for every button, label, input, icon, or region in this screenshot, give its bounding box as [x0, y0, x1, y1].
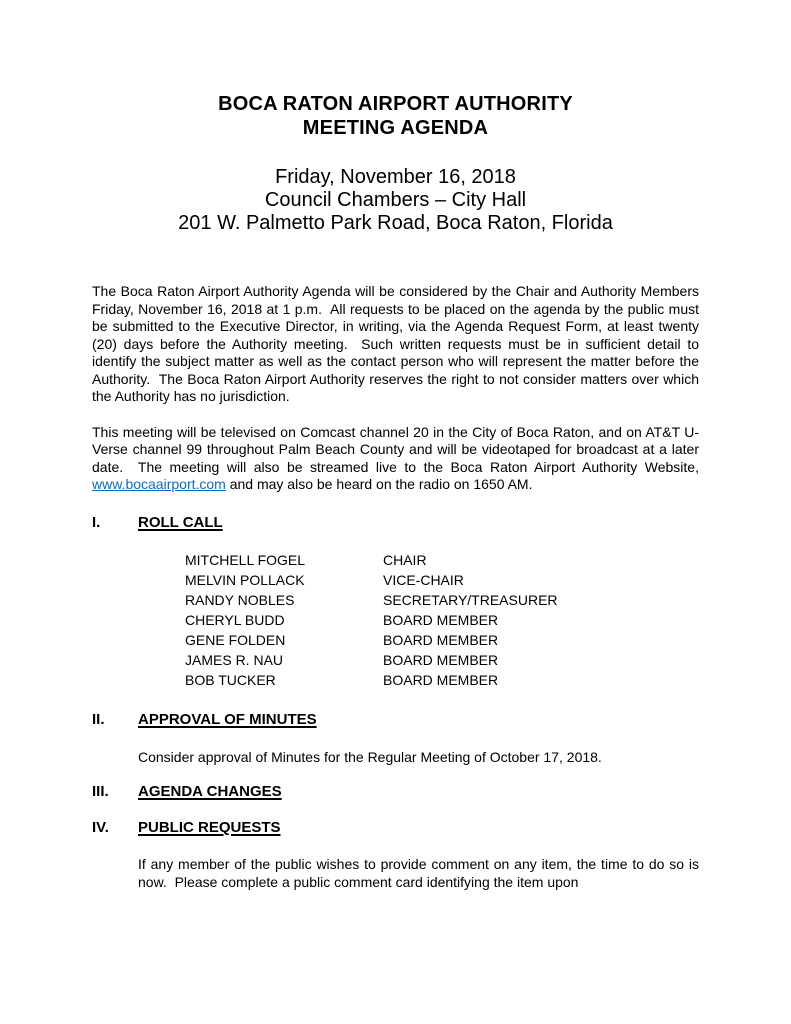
- section-heading-text: ROLL CALL: [138, 513, 223, 531]
- section-heading-text: APPROVAL OF MINUTES: [138, 710, 317, 728]
- broadcast-paragraph: [92, 423, 703, 494]
- member-name: RANDY NOBLES: [185, 591, 295, 608]
- meeting-location: Council Chambers – City Hall: [264, 189, 527, 211]
- meeting-info-block: [92, 166, 699, 235]
- member-name: MELVIN POLLACK: [185, 571, 305, 588]
- roll-call-list: [185, 550, 699, 690]
- document-title: [92, 92, 699, 140]
- member-name: BOB TUCKER: [185, 671, 276, 688]
- section-heading-text: AGENDA CHANGES: [138, 783, 282, 800]
- section-agenda-changes-heading: [92, 783, 699, 801]
- roll-call-row: [185, 630, 699, 650]
- roll-call-row: [185, 550, 699, 570]
- member-name: JAMES R. NAU: [185, 651, 284, 668]
- section-numeral: III.: [92, 783, 109, 800]
- approval-of-minutes-body: Consider approval of Minutes for the Regular Meeting of October 17, 2018.: [138, 748, 602, 765]
- member-title: BOARD MEMBER: [383, 631, 499, 648]
- member-name: CHERYL BUDD: [185, 611, 285, 628]
- document-title-line2: MEETING AGENDA: [302, 117, 489, 139]
- section-roll-call-heading: [92, 514, 699, 532]
- broadcast-text-before-link: This meeting will be televised on Comcast channel 20 in the City of Boca Raton, and on AT&T U-Verse channel 99 throughout Palm Beach County and will be videotaped for broadcast at a later date. The meeting will also be streamed live to the Boca Raton Airport Authority Website,: [92, 423, 703, 475]
- section-numeral: I.: [92, 513, 101, 531]
- member-name: MITCHELL FOGEL: [185, 551, 306, 568]
- roll-call-row: [185, 650, 699, 670]
- meeting-address: 201 W. Palmetto Park Road, Boca Raton, Florida: [178, 212, 613, 234]
- section-numeral: IV.: [92, 819, 109, 836]
- member-title: CHAIR: [383, 551, 427, 568]
- member-name: GENE FOLDEN: [185, 631, 286, 648]
- broadcast-text-after-link: and may also be heard on the radio on 1650 AM.: [225, 476, 533, 492]
- roll-call-row: [185, 610, 699, 630]
- section-numeral: II.: [92, 710, 105, 728]
- member-title: VICE-CHAIR: [383, 571, 464, 588]
- document-title-line1: BOCA RATON AIRPORT AUTHORITY: [218, 93, 573, 115]
- member-title: BOARD MEMBER: [383, 671, 499, 688]
- section-approval-of-minutes-heading: [92, 711, 699, 729]
- section-public-requests-heading: [92, 819, 699, 837]
- airport-website-link[interactable]: www.bocaairport.com: [92, 476, 226, 492]
- member-title: BOARD MEMBER: [383, 611, 499, 628]
- section-heading-text: PUBLIC REQUESTS: [138, 819, 281, 836]
- roll-call-row: [185, 670, 699, 690]
- roll-call-row: [185, 590, 699, 610]
- member-title: SECRETARY/TREASURER: [383, 591, 558, 608]
- intro-paragraph: The Boca Raton Airport Authority Agenda will be considered by the Chair and Authority Members Friday, November 16, 2018 at 1 p.m. All requests to be placed on the agenda by the public must be submitted to the Executive Director, in writing, via the Agenda Request Form, at least twenty (20) days before the Authority meeting. Such written requests must be in sufficient detail to identify the subject matter as well as the contact person who will represent the matter before the Authority. The Boca Raton Airport Authority reserves the right to not consider matters over which the Authority has no jurisdiction.: [92, 283, 703, 404]
- roll-call-row: [185, 570, 699, 590]
- member-title: BOARD MEMBER: [383, 651, 499, 668]
- meeting-date: Friday, November 16, 2018: [275, 166, 516, 188]
- public-requests-body: If any member of the public wishes to provide comment on any item, the time to do so is now. Please complete a public comment card identifying the item upon: [138, 856, 703, 890]
